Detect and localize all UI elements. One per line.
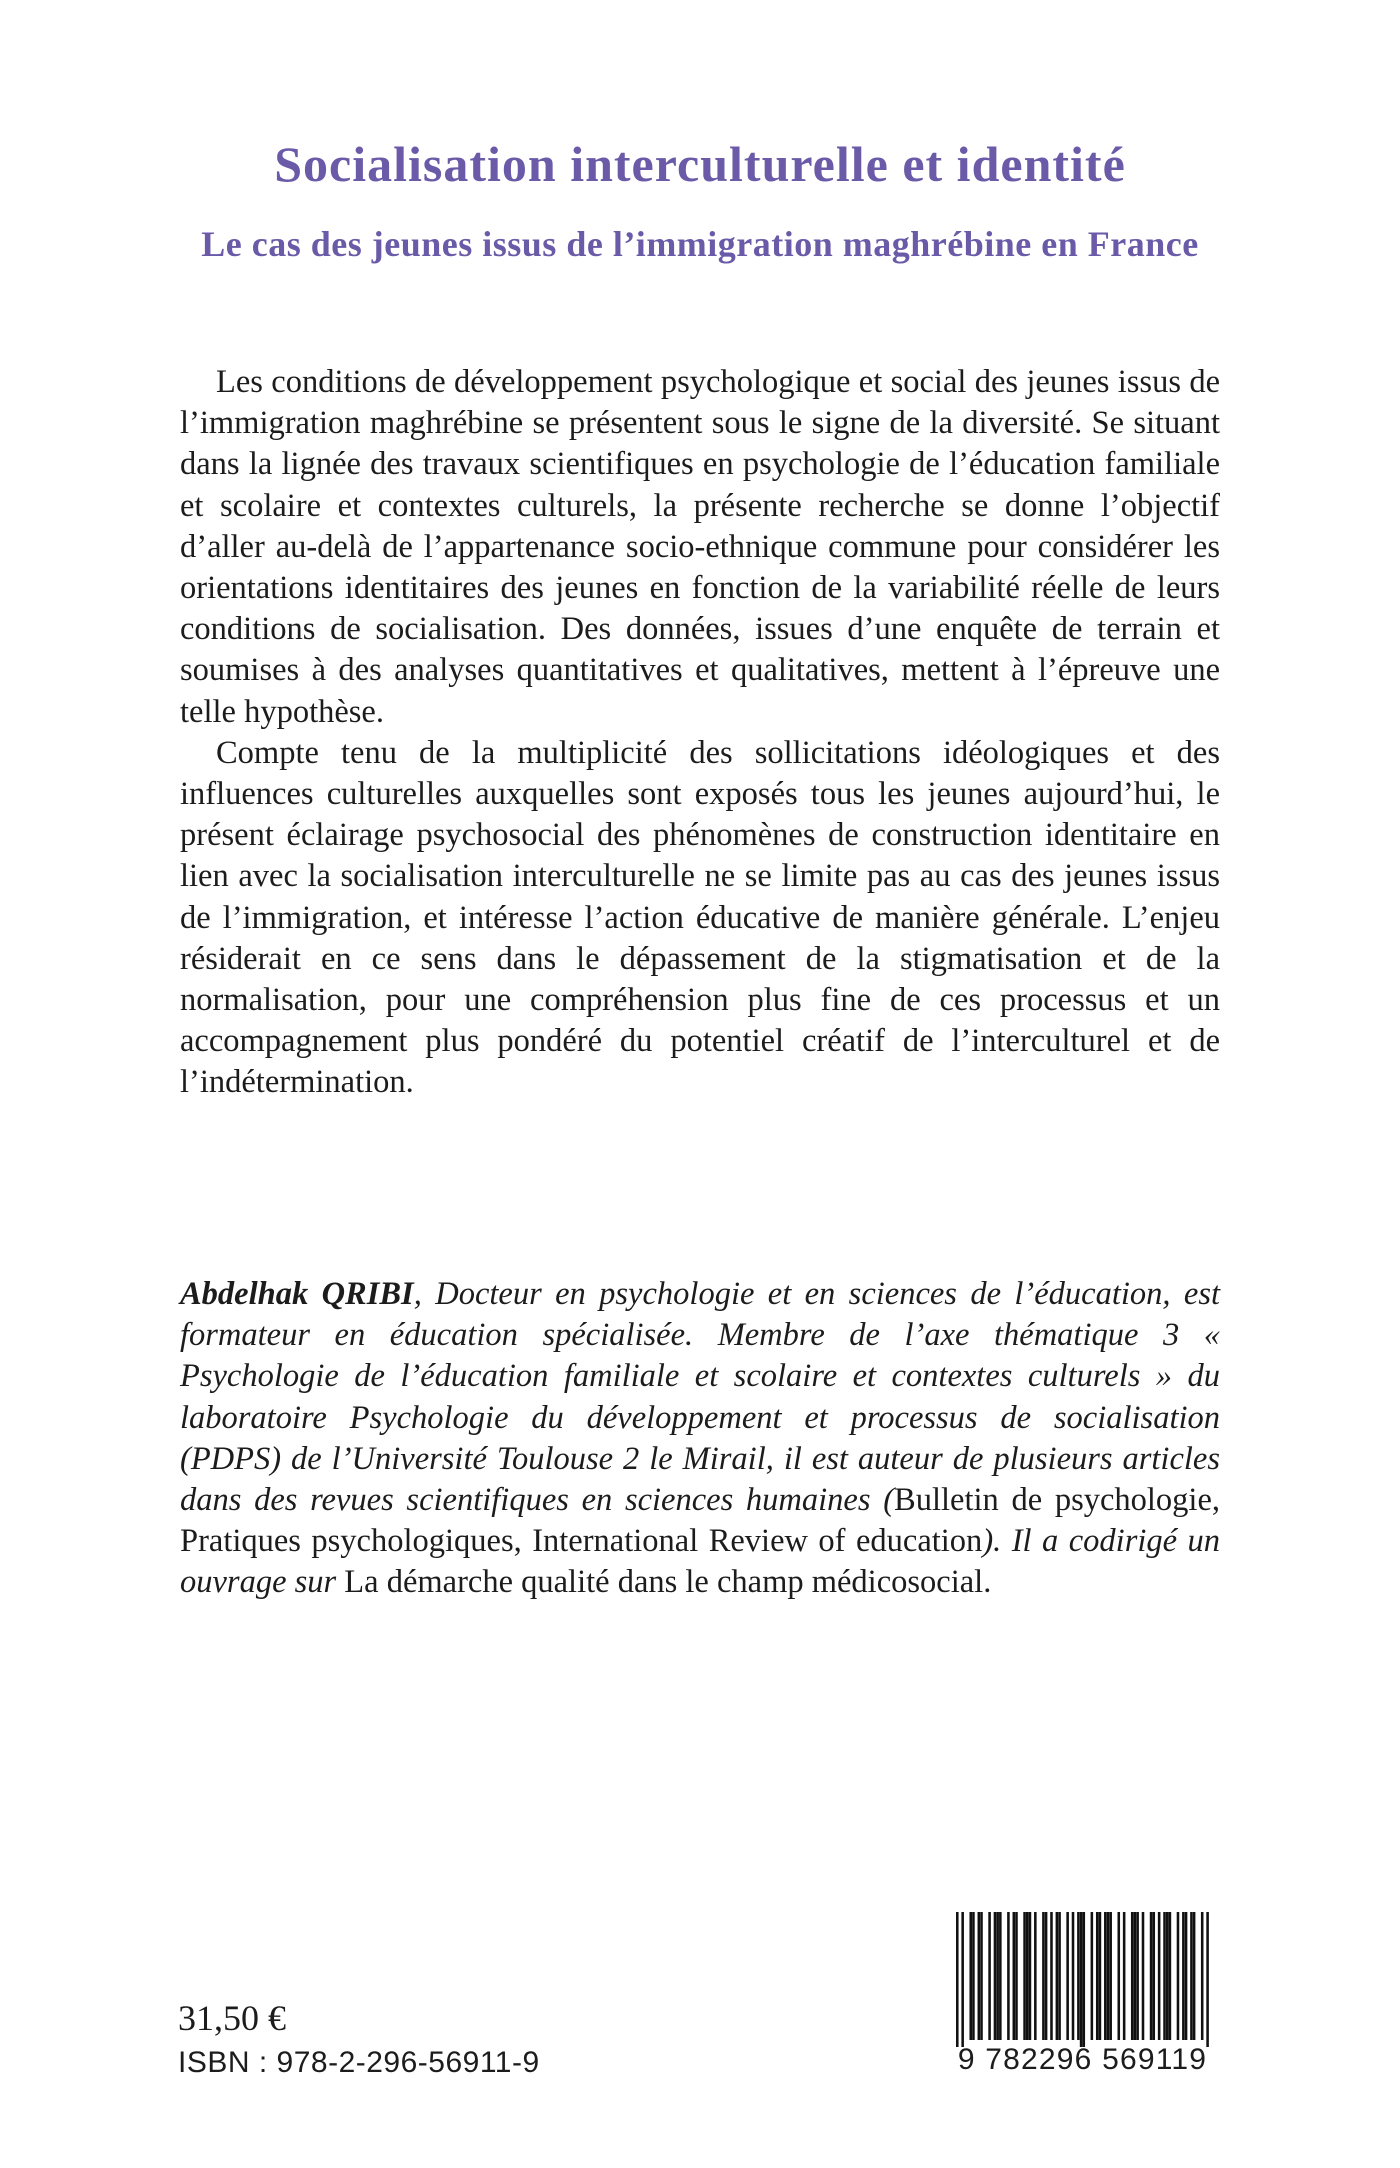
author-bio-end: . (983, 1564, 992, 1601)
barcode-bar (1013, 1912, 1016, 2040)
barcode (950, 1912, 1215, 2082)
barcode-bar (1083, 1912, 1086, 2047)
barcode-bar (988, 1912, 991, 2040)
barcode-bar (961, 1912, 964, 2047)
barcode-bar (1034, 1912, 1037, 2040)
barcode-bar (1152, 1912, 1155, 2040)
author-bio-part-1: , Docteur en psychologie et en sciences de l’éducation, est formateur en éducation spécialisée. Membre de l’axe thématique 3 « Psychologie de l’éducation familiale et scolaire et contextes culturels » du laboratoire Psychologie du développement et processus de socialisation (PDPS) de l’Université Toulouse 2 le Mirail, il est auteur de plusieurs articles dans des revues scientifiques en sciences humaines ( (180, 1276, 1220, 1519)
barcode-bar (1096, 1912, 1099, 2040)
barcode-bar (1185, 1912, 1188, 2040)
barcode-bar (1201, 1912, 1204, 2040)
barcode-bar (1158, 1912, 1161, 2040)
barcode-bar (1026, 1912, 1029, 2040)
author-bio (180, 1274, 1220, 1604)
barcode-bar (1066, 1912, 1069, 2040)
book-subtitle: Le cas des jeunes issus de l’immigration maghrébine en France (201, 224, 1199, 264)
barcode-bar (978, 1912, 981, 2040)
author-book-title: La démarche qualité dans le champ médicosocial (344, 1564, 984, 1601)
book-title: Socialisation interculturelle et identité (274, 136, 1126, 192)
barcode-bar (1107, 1912, 1110, 2040)
barcode-bar (1166, 1912, 1169, 2040)
price: 31,50 € (178, 1998, 286, 2038)
barcode-bar (996, 1912, 999, 2040)
barcode-bar (1123, 1912, 1126, 2040)
barcode-bar (1193, 1912, 1196, 2040)
barcode-bar (1023, 1912, 1026, 2040)
barcode-bar (1104, 1912, 1107, 2040)
barcode-bar (1029, 1912, 1032, 2040)
barcode-bar (1206, 1912, 1209, 2047)
barcode-bar (1150, 1912, 1153, 2040)
barcode-bar (1142, 1912, 1145, 2040)
barcode-bar (980, 1912, 983, 2040)
barcode-bars-graphic (950, 1912, 1215, 2047)
barcode-bar (1182, 1912, 1185, 2040)
author-journals: Bulletin de psychologie, Pratiques psychologiques, International Review of education (180, 1482, 1221, 1560)
barcode-bar (1099, 1912, 1102, 2040)
barcode-bar (956, 1912, 959, 2047)
barcode-bar (1080, 1912, 1083, 2047)
barcode-bar (1058, 1912, 1061, 2040)
barcode-bar (1072, 1912, 1075, 2040)
barcode-bar (1045, 1912, 1048, 2040)
barcode-bar (1163, 1912, 1166, 2040)
barcode-bar (1190, 1912, 1193, 2040)
barcode-bar (1134, 1912, 1137, 2040)
barcode-bar (999, 1912, 1002, 2040)
isbn: ISBN : 978-2-296-56911-9 (178, 2046, 540, 2079)
barcode-bar (969, 1912, 972, 2040)
barcode-bar (1077, 1912, 1080, 2040)
barcode-bar (1091, 1912, 1094, 2040)
barcode-bar (1015, 1912, 1018, 2040)
barcode-bar (1136, 1912, 1139, 2040)
author-name: Abdelhak QRIBI (180, 1276, 414, 1312)
barcode-bar (1050, 1912, 1053, 2040)
barcode-bar (1131, 1912, 1134, 2040)
blurb-paragraph-1: Les conditions de développement psychologique et social des jeunes issus de l’immigration maghrébine se présentent sous le signe de la diversité. Se situant dans la lignée des travaux scientifiques en psychologie de l’éducation familiale et scolaire et contextes culturels, la présente recherche se donne l’objectif d’aller au-delà de l’appartenance socio-ethnique commune pour considérer les orientations identitaires des jeunes en fonction de la variabilité réelle de leurs conditions de socialisation. Des données, issues d’une enquête de terrain et soumises à des analyses quantitatives et qualitatives, mettent à l’épreuve une telle hypothèse. (180, 364, 1220, 730)
author-bio-part-2: ). Il a codirigé un ouvrage sur (180, 1523, 1221, 1601)
barcode-bar (1056, 1912, 1059, 2040)
barcode-bar (1042, 1912, 1045, 2040)
barcode-bar (1177, 1912, 1180, 2040)
barcode-bar (1117, 1912, 1120, 2040)
barcode-bar (1169, 1912, 1172, 2040)
barcode-bar (1109, 1912, 1112, 2040)
barcode-digits: 9 782296 569119 (957, 2043, 1208, 2076)
back-cover-blurb (180, 362, 1220, 1104)
blurb-paragraph-2: Compte tenu de la multiplicité des sollicitations idéologiques et des influences culturelles auxquelles sont exposés tous les jeunes aujourd’hui, le présent éclairage psychosocial des phénomènes de construction identitaire en lien avec la socialisation interculturelle ne se limite pas au cas des jeunes issus de l’immigration, et intéresse l’action éducative de manière générale. L’enjeu résiderait en ce sens dans le dépassement de la stigmatisation et de la normalisation, pour une compréhension plus fine de ces processus et un accompagnement plus pondéré du potentiel créatif de l’interculturel et de l’indétermination. (180, 734, 1220, 1101)
barcode-bar (994, 1912, 997, 2040)
barcode-bar (972, 1912, 975, 2040)
barcode-bar (1007, 1912, 1010, 2040)
